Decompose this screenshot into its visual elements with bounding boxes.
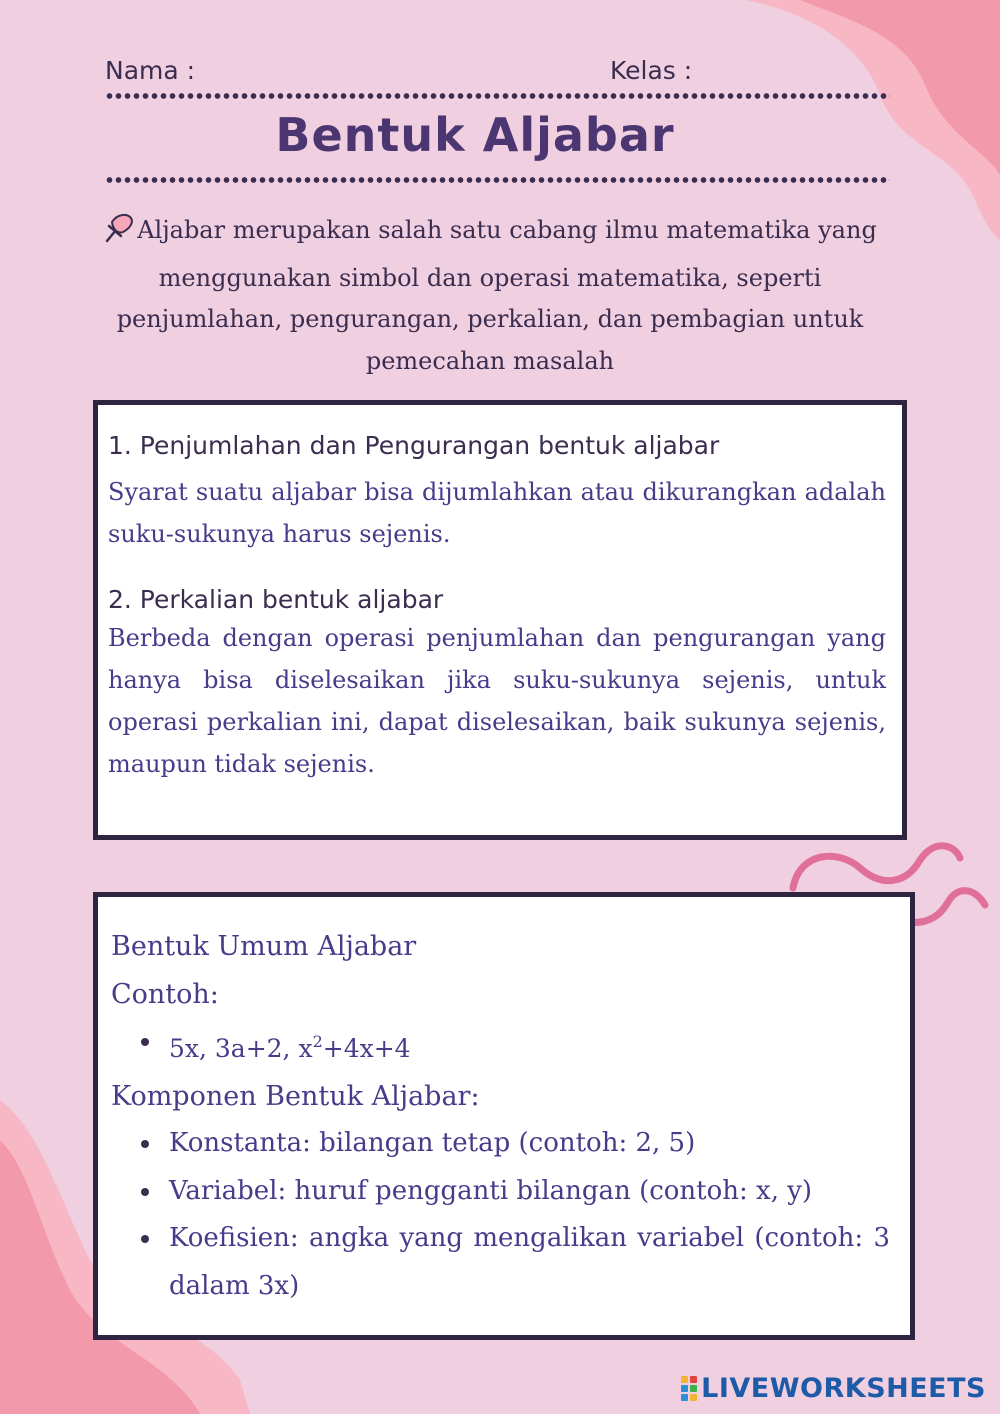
- intro-text: Aljabar merupakan salah satu cabang ilmu matematika yang menggunakan simbol dan operasi matematika, seperti penjumlahan, pengurangan, perkalian, dan pembagian untuk pemecahan masalah: [116, 216, 877, 375]
- class-label: Kelas :: [610, 56, 693, 85]
- page-title: Bentuk Aljabar: [275, 108, 675, 162]
- wave-decoration-1: [793, 846, 960, 888]
- pushpin-icon: [103, 210, 135, 258]
- liveworksheets-logo-icon: [681, 1376, 697, 1401]
- dotted-divider-top: [105, 92, 890, 100]
- component-item-constant: Konstanta: bilangan tetap (contoh: 2, 5): [139, 1120, 890, 1168]
- example-item: 5x, 3a+2, $x^2+4x+4$: [139, 1018, 890, 1073]
- intro-paragraph: [90, 210, 890, 382]
- operations-box: [93, 400, 907, 840]
- section2-body: Berbeda dengan operasi penjumlahan dan pengurangan yang hanya bisa diselesaikan jika suku-sukunya sejenis, untuk operasi perkalian ini, dapat diselesaikan, baik sukunya sejenis, maupun tidak sejenis.: [108, 624, 886, 778]
- brand-text: LIVEWORKSHEETS: [701, 1373, 986, 1404]
- example-list: [111, 1018, 890, 1073]
- example-label: Contoh:: [111, 978, 219, 1010]
- components-label: Komponen Bentuk Aljabar:: [111, 1080, 480, 1112]
- liveworksheets-brand: [681, 1373, 986, 1404]
- section1-title: 1. Penjumlahan dan Pengurangan bentuk aljabar: [108, 431, 720, 460]
- dotted-divider-bottom: [105, 176, 890, 184]
- general-form-box: [93, 892, 915, 1340]
- name-label: Nama :: [105, 56, 196, 85]
- section2-title: 2. Perkalian bentuk aljabar: [108, 585, 444, 614]
- general-form-heading: Bentuk Umum Aljabar: [111, 931, 417, 962]
- section1-body: Syarat suatu aljabar bisa dijumlahkan atau dikurangkan adalah suku-sukunya harus sejenis.: [108, 478, 886, 548]
- component-item-coefficient: Koefisien: angka yang mengalikan variabel (contoh: 3 dalam 3x): [139, 1215, 890, 1310]
- component-item-variable: Variabel: huruf pengganti bilangan (contoh: x, y): [139, 1168, 890, 1216]
- components-list: [111, 1120, 890, 1310]
